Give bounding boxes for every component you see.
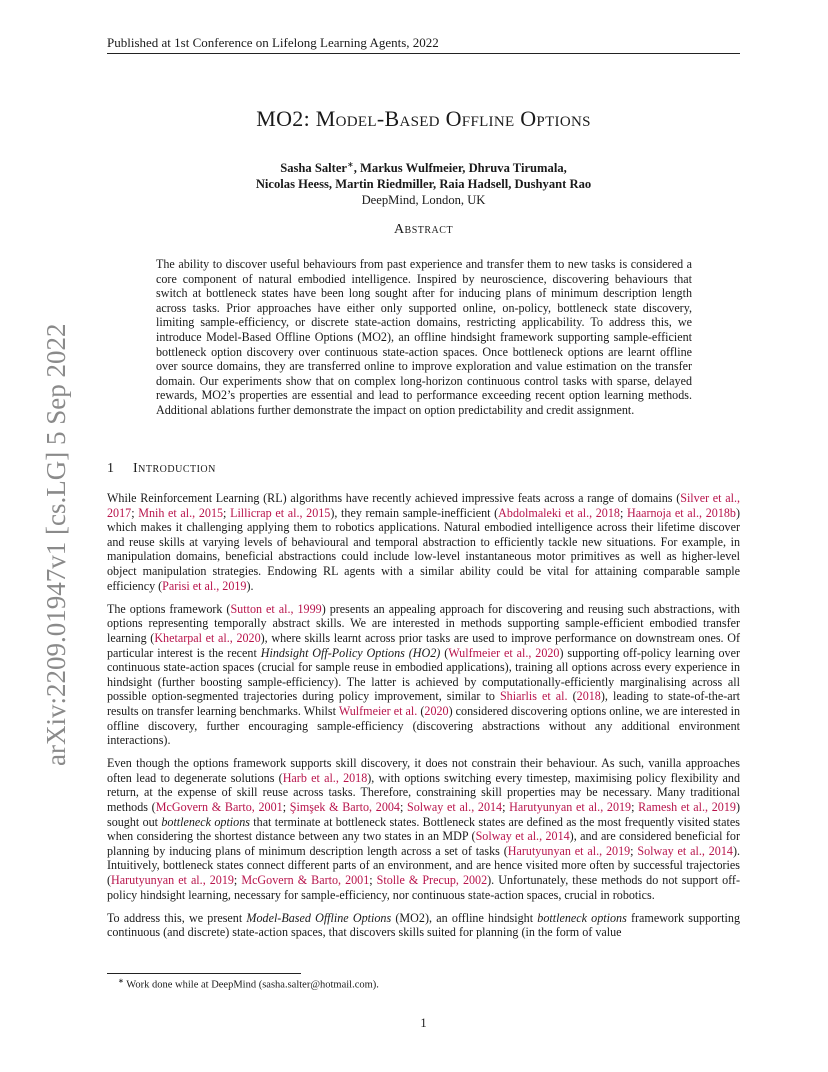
- body-text: [107, 491, 740, 949]
- author-line-2: Nicolas Heess, Martin Riedmiller, Raia Hadsell, Dushyant Rao: [255, 177, 592, 192]
- citation-link[interactable]: Shiarlis et al.: [499, 689, 568, 704]
- text-run: While Reinforcement Learning (RL) algorithms have recently achieved impressive feats across a range of domains (: [107, 491, 681, 505]
- text-run: that terminate at bottleneck states. Bottleneck states are defined as the most frequently visited states when considering the shortest distance between any two states in an MDP (: [107, 814, 740, 844]
- text-run: ) supporting off-policy learning over continuous state-action spaces (crucial for sample reuse in embodied applications), training all options across every experience in hindsight (further boosting sample-efficiency). The latter is achieved by computationally-efficiently marginalising across all possible option-segmented trajectories during policy improvement, similar to: [107, 645, 741, 704]
- author-rest: , Markus Wulfmeier, Dhruva Tirumala,: [353, 161, 567, 176]
- citation-link[interactable]: Lillicrap et al., 2015: [230, 505, 331, 520]
- text-run: ;: [282, 800, 290, 815]
- footnote-text: Work done while at DeepMind (sasha.salter@hotmail.com).: [123, 979, 379, 991]
- running-header: Published at 1st Conference on Lifelong Learning Agents, 2022: [107, 35, 439, 50]
- text-run: ;: [502, 800, 510, 815]
- citation-link[interactable]: Haarnoja et al., 2018b: [626, 505, 736, 520]
- paragraph-3: [107, 756, 740, 902]
- citation-link[interactable]: Abdolmaleki et al., 2018: [498, 505, 620, 520]
- text-run: framework supporting continuous (and discrete) state-action spaces, that discovers skills suited for planning (in the form of value: [107, 910, 740, 940]
- text-run: ;: [631, 800, 639, 815]
- footnote-rule: [107, 973, 301, 974]
- text-run: ;: [369, 873, 377, 888]
- emphasis: Model-Based Offline Options: [246, 910, 392, 925]
- text-run: ;: [233, 873, 242, 888]
- text-run: ) presents an appealing approach for discovering and reusing such abstractions, with options representing temporally abstract skills. We are interested in methods supporting sample-efficient embodied transfer learning (: [107, 601, 740, 645]
- citation-link[interactable]: Stolle & Precup, 2002: [376, 873, 488, 888]
- citation-link[interactable]: Harutyunyan et al., 2019: [509, 800, 632, 815]
- text-run: (: [567, 689, 577, 704]
- text-run: (MO2), an offline hindsight: [391, 910, 538, 925]
- abstract-heading: Abstract: [393, 222, 454, 237]
- citation-link[interactable]: Khetarpal et al., 2020: [154, 630, 261, 645]
- header-rule: [107, 53, 740, 54]
- citation-link[interactable]: Solway et al., 2014: [407, 800, 503, 815]
- text-run: ) sought out: [107, 800, 740, 829]
- page-number: 1: [420, 1016, 427, 1030]
- citation-link[interactable]: Parisi et al., 2019: [162, 578, 247, 593]
- paragraph-2: [107, 602, 740, 748]
- abstract-text: The ability to discover useful behaviours from past experience and transfer them to new tasks is considered a core component of natural embodied intelligence. Inspired by neuroscience, discovering behaviours that switch at bottleneck states have been long sought after for inducing plans of minimum description length across tasks. Prior approaches have either only supported online, on-policy, bottleneck state discovery, limiting sample-efficiency, or discrete state-action domains, restricting applicability. To address this, we introduce Model-Based Offline Options (MO2), an offline hindsight framework supporting sample-efficient bottleneck option discovery over continuous state-action spaces. Once bottleneck options are learnt offline over source domains, they are transferred online to improve exploration and value estimation on the transfer domain. Our experiments show that on complex long-horizon continuous control tasks with sparse, delayed rewards, MO2’s properties are essential and lead to performance exceeding recent option learning methods. Additional ablations further demonstrate the impact on option predictability and credit assignment.: [156, 257, 692, 417]
- text-run: ), and are considered beneficial for planning by inducing plans of minimum description length across a set of tasks (: [107, 829, 740, 858]
- citation-link[interactable]: Solway et al., 2014: [637, 843, 733, 858]
- text-run: ;: [399, 800, 408, 815]
- citation-link[interactable]: Harutyunyan et al., 2019: [111, 873, 234, 888]
- emphasis: bottleneck options: [537, 910, 627, 925]
- citation-link[interactable]: Şimşek & Barto, 2004: [289, 800, 400, 815]
- footnote: [118, 977, 738, 991]
- citation-link[interactable]: Harb et al., 2018: [282, 770, 368, 785]
- text-run: (: [417, 703, 425, 718]
- section-number: 1: [107, 461, 114, 476]
- citation-link[interactable]: Silver et al., 2017: [107, 491, 740, 520]
- affiliation: DeepMind, London, UK: [361, 193, 486, 208]
- citation-link[interactable]: Mnih et al., 2015: [138, 505, 224, 520]
- text-run: ;: [223, 505, 231, 520]
- author-first: Sasha Salter: [280, 161, 348, 176]
- paragraph-1: [107, 491, 740, 593]
- arxiv-stamp: arXiv:2209.01947v1 [cs.LG] 5 Sep 2022: [41, 323, 71, 766]
- text-run: ) which makes it challenging applying them to robotics applications. Natural embodied intelligence across their lifetime discover and reuse skills at varying levels of behavioural and temporal abstraction to efficiently tackle new situations. For example, in manipulation domains, beneficial abstractions could include low-level instantaneous motor primitives as well as higher-level object manipulation strategies. Endowing RL agents with a similar ability could be vital for attaining comparable sample efficiency (: [107, 505, 740, 593]
- footnote-symbol: ∗: [118, 977, 124, 985]
- text-run: The options framework (: [107, 601, 231, 616]
- text-run: ;: [131, 505, 139, 520]
- text-run: (: [440, 645, 449, 660]
- text-run: Even though the options framework supports skill discovery, it does not constrain their behaviour. As such, vanilla approaches often lead to degenerate solutions (: [107, 756, 740, 785]
- citation-link[interactable]: Solway et al., 2014: [475, 829, 570, 844]
- emphasis: Hindsight Off-Policy Options (HO2): [260, 645, 441, 660]
- emphasis: bottleneck options: [161, 814, 250, 829]
- citation-link[interactable]: Harutyunyan et al., 2019: [507, 843, 631, 858]
- section-name: Introduction: [133, 461, 216, 476]
- text-run: ), they remain sample-inefficient (: [330, 505, 499, 520]
- citation-link[interactable]: Wulfmeier et al.: [338, 703, 418, 718]
- citation-link[interactable]: McGovern & Barto, 2001: [241, 873, 370, 888]
- text-run: To address this, we present: [107, 910, 247, 925]
- citation-link[interactable]: McGovern & Barto, 2001: [155, 800, 283, 815]
- text-run: ), where skills learnt across prior tasks are used to improve performance on downstream ones. Of particular interest is the recent: [107, 630, 740, 660]
- citation-link[interactable]: 2020: [424, 703, 449, 718]
- citation-link[interactable]: Wulfmeier et al., 2020: [448, 645, 560, 660]
- citation-link[interactable]: 2018: [576, 689, 601, 704]
- text-run: ;: [630, 843, 638, 858]
- text-run: ). Unfortunately, these methods do not support off-policy hindsight learning, necessary for sample-efficiency, nor continuous state-action spaces, crucial in robotics.: [107, 873, 740, 902]
- author-line-1: [107, 157, 740, 176]
- text-run: ). Intuitively, bottleneck states connect different parts of an environment, and are hence visited more often by successful trajectories (: [107, 843, 740, 888]
- paragraph-4: [107, 911, 740, 940]
- text-run: ).: [246, 578, 254, 593]
- section-heading: [107, 461, 740, 477]
- footnote-mark: ∗: [347, 160, 354, 169]
- text-run: ;: [619, 505, 627, 520]
- text-run: ), with options switching every timestep, maximising policy flexibility and return, at the expense of skill reuse across tasks. Therefore, constraining skill properties may be necessary. Many traditional methods (: [107, 770, 740, 815]
- text-run: ), leading to state-of-the-art results on transfer learning benchmarks. Whilst: [107, 689, 740, 718]
- citation-link[interactable]: Sutton et al., 1999: [230, 601, 322, 616]
- author-block: [107, 157, 740, 208]
- text-run: ) considered discovering options online, we are interested in offline discovery, further encouraging sample-efficiency (discovering abstractions without any additional environment interactions).: [107, 703, 740, 748]
- citation-link[interactable]: Ramesh et al., 2019: [638, 800, 736, 815]
- paper-title: MO2: Model-Based Offline Options: [256, 106, 591, 131]
